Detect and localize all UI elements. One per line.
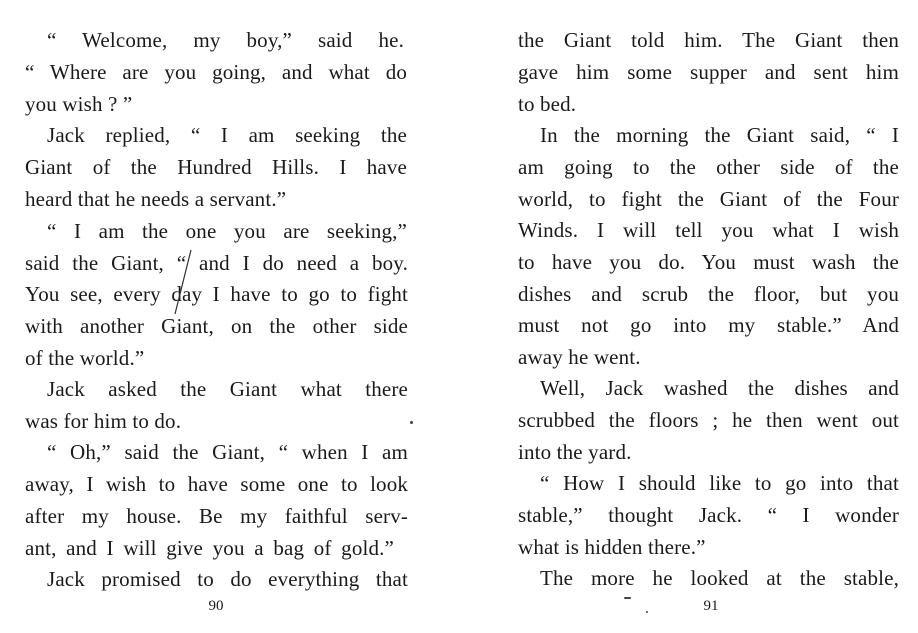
text-line: heard that he needs a servant.” xyxy=(25,187,287,211)
text-line: “ Where are you going, and what do xyxy=(25,60,407,84)
text-line: away he went. xyxy=(518,345,641,369)
text-line: “ Oh,” said the Giant, “ when I am xyxy=(47,440,408,464)
text-line: am going to the other side of the xyxy=(518,155,899,179)
text-line: “ I am the one you are seeking,” xyxy=(47,219,407,243)
text-line: said the Giant, “ and I do need a boy. xyxy=(25,251,408,275)
text-line: world, to fight the Giant of the Four xyxy=(518,187,899,211)
text-line: Jack asked the Giant what there xyxy=(47,377,408,401)
text-line: Well, Jack washed the dishes and xyxy=(540,376,899,400)
text-line: dishes and scrub the floor, but you xyxy=(518,282,899,306)
right-page xyxy=(459,0,918,633)
pencil-mark xyxy=(172,248,194,318)
text-line: you wish ? ” xyxy=(25,92,133,116)
text-line: to have you do. You must wash the xyxy=(518,250,899,274)
paper-speck xyxy=(624,597,631,599)
text-line: In the morning the Giant said, “ I xyxy=(540,123,899,147)
text-line: The more he looked at the stable, xyxy=(540,566,899,590)
text-line: stable,” thought Jack. “ I wonder xyxy=(518,503,899,527)
paper-speck xyxy=(646,611,648,613)
text-line: what is hidden there.” xyxy=(518,535,706,559)
text-line: Giant of the Hundred Hills. I have xyxy=(25,155,407,179)
text-line: gave him some supper and sent him xyxy=(518,60,899,84)
page-number: 90 xyxy=(208,598,224,614)
text-line: “ Welcome, my boy,” said he. xyxy=(47,28,404,52)
paper-speck xyxy=(410,421,413,424)
text-line: Jack replied, “ I am seeking the xyxy=(47,123,407,147)
page-number: 91 xyxy=(703,598,719,614)
text-line: Jack promised to do everything that xyxy=(47,567,408,591)
text-line: into the yard. xyxy=(518,440,632,464)
text-line: ant, and I will give you a bag of gold.” xyxy=(25,536,394,560)
text-line: scrubbed the floors ; he then went out xyxy=(518,408,899,432)
text-line: was for him to do. xyxy=(25,409,182,433)
text-line: after my house. Be my faithful serv- xyxy=(25,504,408,528)
text-line: the Giant told him. The Giant then xyxy=(518,28,899,52)
text-line: away, I wish to have some one to look xyxy=(25,472,408,496)
text-line: to bed. xyxy=(518,92,577,116)
text-line: with another Giant, on the other side xyxy=(25,314,408,338)
text-line: “ How I should like to go into that xyxy=(540,471,899,495)
text-line: must not go into my stable.” And xyxy=(518,313,899,337)
text-line: You see, every day I have to go to fight xyxy=(25,282,408,306)
text-line: of the world.” xyxy=(25,346,145,370)
text-line: Winds. I will tell you what I wish xyxy=(518,218,899,242)
